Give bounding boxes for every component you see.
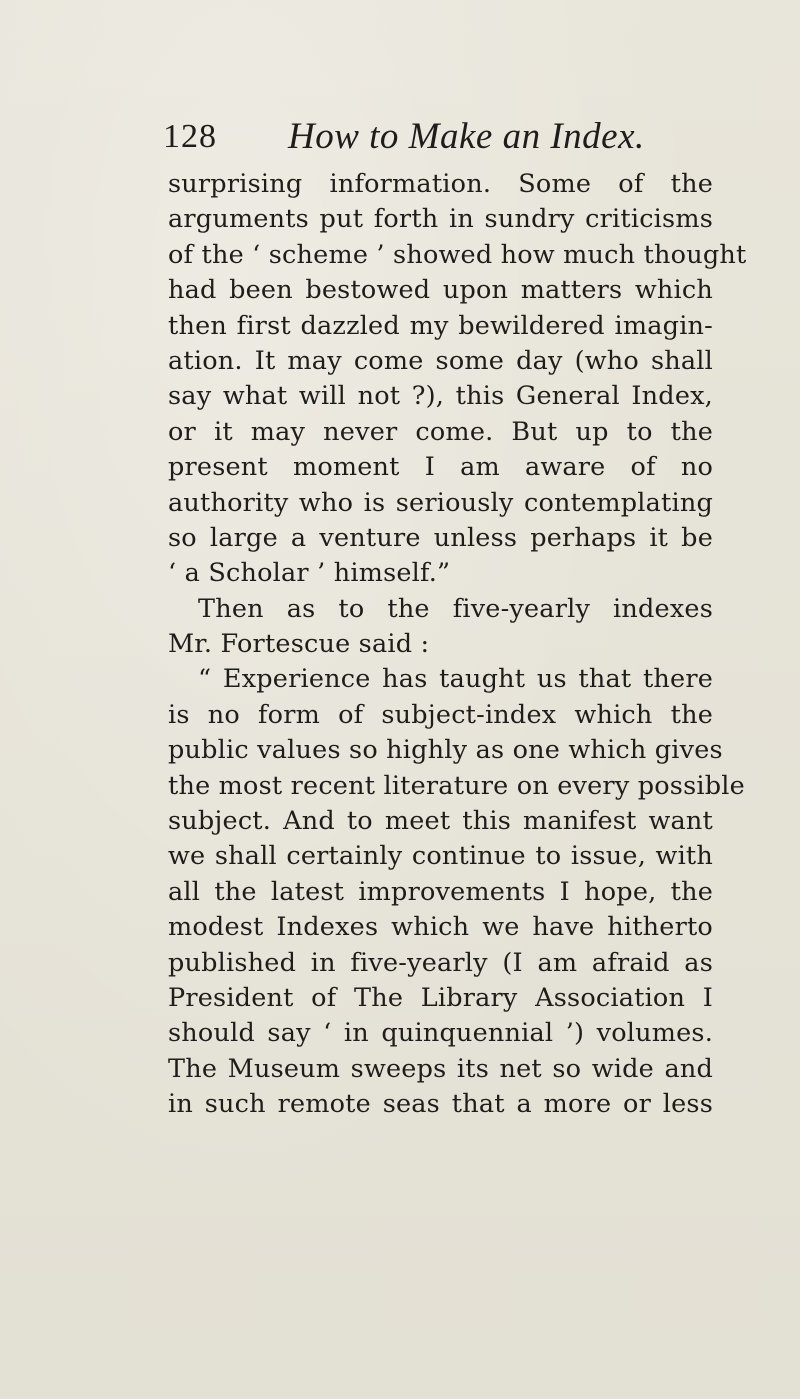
- text-line: arguments put forth in sundry criticisms: [168, 204, 713, 235]
- text-line: published in five-yearly (I am afraid as: [168, 947, 713, 978]
- text-line: had been bestowed upon matters which: [168, 275, 713, 306]
- text-line: in such remote seas that a more or less: [168, 1089, 713, 1120]
- text-line: President of The Library Association I: [168, 982, 713, 1013]
- text-line: or it may never come. But up to the: [168, 416, 713, 447]
- text-line: the most recent literature on every possible: [168, 770, 745, 801]
- text-line: Then as to the five-yearly indexes: [198, 593, 713, 624]
- text-line: is no form of subject-index which the: [168, 699, 713, 730]
- text-line: “ Experience has taught us that there: [198, 664, 713, 695]
- text-line: so large a venture unless perhaps it be: [168, 522, 713, 553]
- text-line: ation. It may come some day (who shall: [168, 345, 713, 376]
- text-line: present moment I am aware of no: [168, 452, 713, 483]
- text-line: The Museum sweeps its net so wide and: [168, 1053, 713, 1084]
- text-line: then first dazzled my bewildered imagin-: [168, 310, 713, 341]
- text-line: of the ‘ scheme ’ showed how much thought: [168, 239, 747, 270]
- text-line: modest Indexes which we have hitherto: [168, 912, 713, 943]
- page-number: 128: [163, 118, 217, 155]
- page-header: [163, 112, 723, 162]
- text-line: subject. And to meet this manifest want: [168, 806, 713, 837]
- text-line: should say ‘ in quinquennial ’) volumes.: [168, 1018, 713, 1049]
- text-line: authority who is seriously contemplating: [168, 487, 713, 518]
- text-line: all the latest improvements I hope, the: [168, 876, 713, 907]
- text-line: we shall certainly continue to issue, with: [168, 841, 713, 872]
- text-line: say what will not ?), this General Index,: [168, 381, 713, 412]
- text-line: ‘ a Scholar ’ himself.”: [168, 558, 451, 589]
- text-line: Mr. Fortescue said :: [168, 629, 430, 660]
- text-line: public values so highly as one which gives: [168, 735, 723, 766]
- running-title: How to Make an Index.: [288, 116, 645, 157]
- text-line: surprising information. Some of the: [168, 169, 713, 199]
- body-text: [168, 167, 747, 1123]
